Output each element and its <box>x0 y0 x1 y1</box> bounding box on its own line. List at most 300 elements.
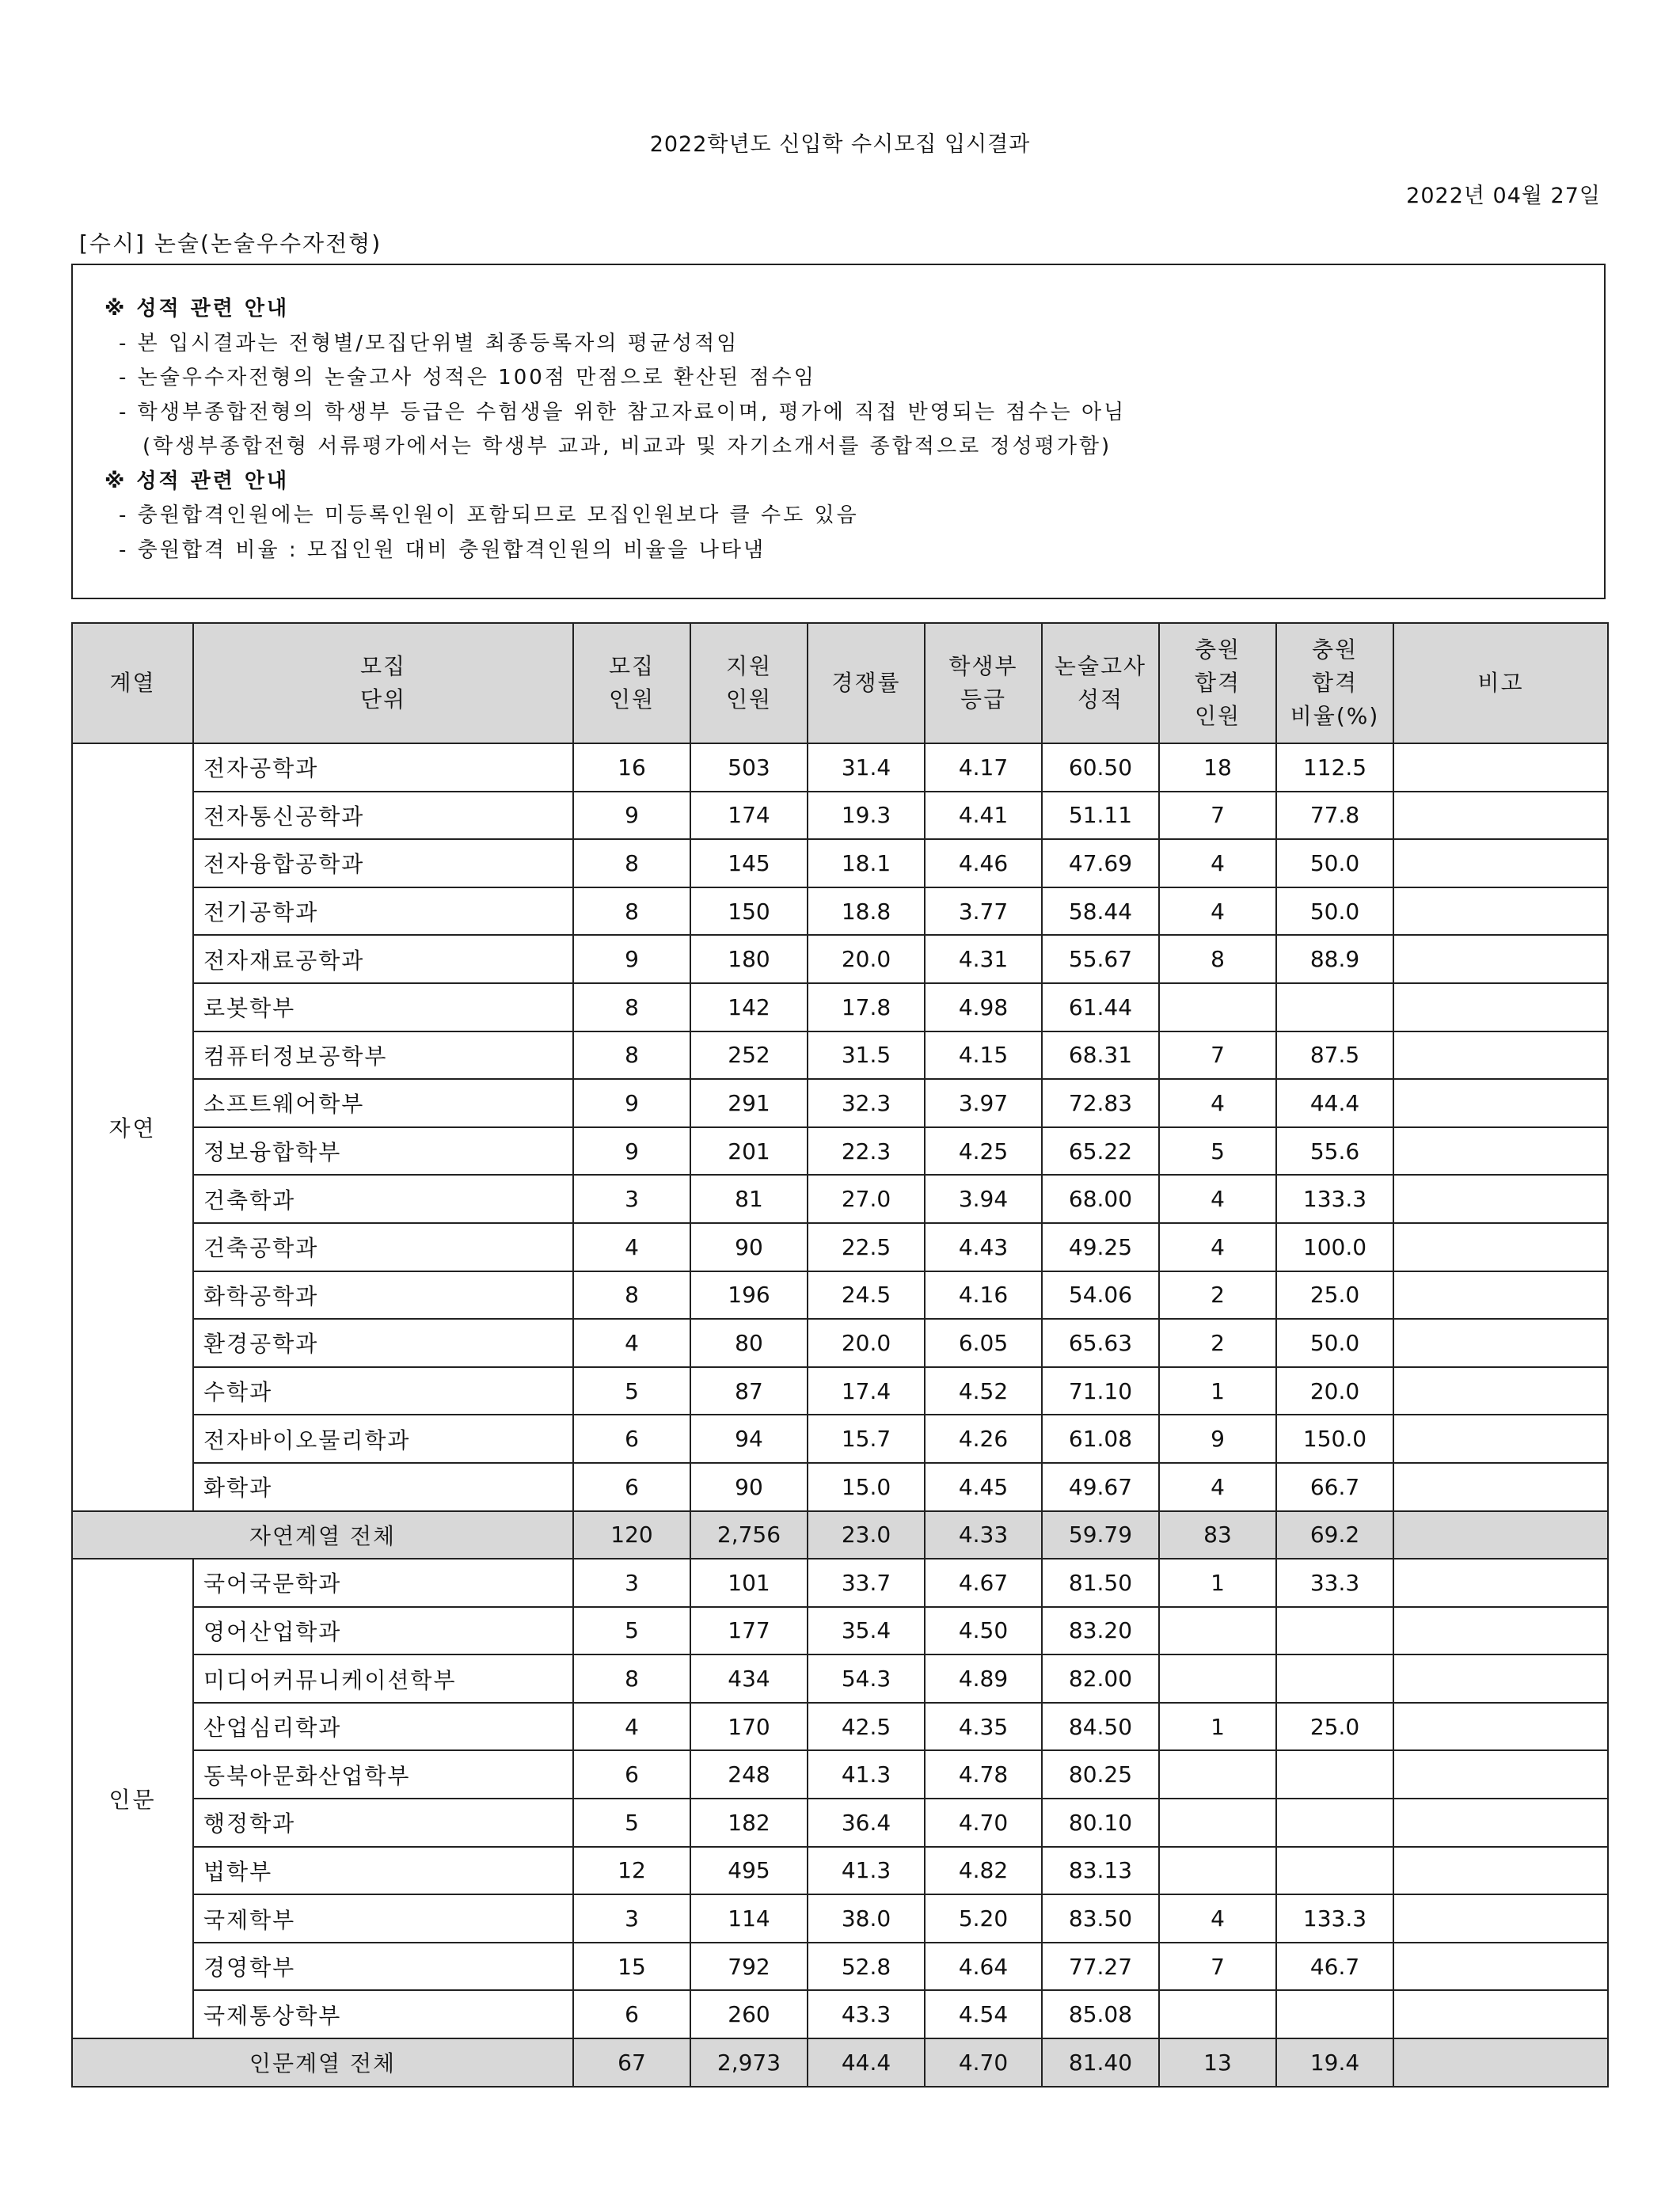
quota-cell: 8 <box>573 839 690 887</box>
unit-cell: 미디어커뮤니케이션학부 <box>193 1654 573 1703</box>
total-essay-cell: 81.40 <box>1042 2038 1159 2087</box>
table-row <box>72 1367 1608 1415</box>
applicants-cell: 291 <box>690 1079 808 1127</box>
rate-cell: 19.3 <box>808 792 925 840</box>
rate-cell: 36.4 <box>808 1799 925 1847</box>
extra-cell: 4 <box>1159 1079 1276 1127</box>
rate-cell: 27.0 <box>808 1175 925 1223</box>
quota-cell: 9 <box>573 935 690 983</box>
extra-cell: 2 <box>1159 1271 1276 1320</box>
grade-cell: 6.05 <box>925 1319 1042 1367</box>
essay-cell: 61.44 <box>1042 983 1159 1031</box>
total-note-cell <box>1393 1511 1608 1559</box>
note-cell <box>1393 983 1608 1031</box>
applicants-cell: 196 <box>690 1271 808 1320</box>
quota-cell: 8 <box>573 983 690 1031</box>
grade-cell: 4.26 <box>925 1415 1042 1463</box>
essay-cell: 49.67 <box>1042 1463 1159 1511</box>
grade-cell: 4.16 <box>925 1271 1042 1320</box>
unit-cell: 전자통신공학과 <box>193 792 573 840</box>
grade-cell: 4.64 <box>925 1943 1042 1991</box>
unit-cell: 환경공학과 <box>193 1319 573 1367</box>
table-row <box>72 1607 1608 1655</box>
grade-cell: 4.25 <box>925 1127 1042 1176</box>
extra-cell: 1 <box>1159 1559 1276 1607</box>
extra-cell: 7 <box>1159 1031 1276 1080</box>
unit-cell: 행정학과 <box>193 1799 573 1847</box>
rate-cell: 20.0 <box>808 1319 925 1367</box>
note-item: - 본 입시결과는 전형별/모집단위별 최종등록자의 평균성적임 <box>119 331 739 355</box>
table-row <box>72 1415 1608 1463</box>
unit-cell: 화학공학과 <box>193 1271 573 1320</box>
note-cell <box>1393 1463 1608 1511</box>
ratio-cell: 25.0 <box>1276 1703 1393 1751</box>
applicants-cell: 792 <box>690 1943 808 1991</box>
quota-cell: 16 <box>573 743 690 792</box>
grade-cell: 4.82 <box>925 1847 1042 1895</box>
extra-cell: 4 <box>1159 1223 1276 1271</box>
results-table <box>71 622 1609 2088</box>
total-applicants-cell: 2,756 <box>690 1511 808 1559</box>
extra-cell <box>1159 1847 1276 1895</box>
essay-cell: 65.22 <box>1042 1127 1159 1176</box>
ratio-cell: 77.8 <box>1276 792 1393 840</box>
extra-cell: 4 <box>1159 839 1276 887</box>
rate-cell: 35.4 <box>808 1607 925 1655</box>
extra-cell: 4 <box>1159 1463 1276 1511</box>
table-header <box>72 623 1608 743</box>
applicants-cell: 145 <box>690 839 808 887</box>
ratio-cell <box>1276 1799 1393 1847</box>
total-extra-cell: 83 <box>1159 1511 1276 1559</box>
rate-cell: 22.5 <box>808 1223 925 1271</box>
applicants-cell: 260 <box>690 1990 808 2038</box>
essay-cell: 55.67 <box>1042 935 1159 983</box>
applicants-cell: 434 <box>690 1654 808 1703</box>
table-row <box>72 1750 1608 1799</box>
essay-cell: 51.11 <box>1042 792 1159 840</box>
rate-cell: 38.0 <box>808 1894 925 1943</box>
essay-cell: 80.10 <box>1042 1799 1159 1847</box>
essay-cell: 61.08 <box>1042 1415 1159 1463</box>
note-item: - 충원합격인원에는 미등록인원이 포함되므로 모집인원보다 클 수도 있음 <box>119 503 859 527</box>
unit-cell: 경영학부 <box>193 1943 573 1991</box>
header-applicants: 지원 인원 <box>690 623 808 743</box>
note-cell <box>1393 1031 1608 1080</box>
extra-cell: 9 <box>1159 1415 1276 1463</box>
grade-cell: 4.98 <box>925 983 1042 1031</box>
table-row <box>72 1654 1608 1703</box>
table-row <box>72 1703 1608 1751</box>
essay-cell: 60.50 <box>1042 743 1159 792</box>
ratio-cell: 44.4 <box>1276 1079 1393 1127</box>
total-note-cell <box>1393 2038 1608 2087</box>
table-row <box>72 1271 1608 1320</box>
rate-cell: 17.4 <box>808 1367 925 1415</box>
essay-cell: 80.25 <box>1042 1750 1159 1799</box>
header-essay-score: 논술고사 성적 <box>1042 623 1159 743</box>
ratio-cell <box>1276 1607 1393 1655</box>
quota-cell: 15 <box>573 1943 690 1991</box>
ratio-cell: 88.9 <box>1276 935 1393 983</box>
unit-cell: 국어국문학과 <box>193 1559 573 1607</box>
unit-cell: 건축공학과 <box>193 1223 573 1271</box>
note-cell <box>1393 1799 1608 1847</box>
total-ratio-cell: 19.4 <box>1276 2038 1393 2087</box>
applicants-cell: 248 <box>690 1750 808 1799</box>
header-grade: 학생부 등급 <box>925 623 1042 743</box>
rate-cell: 31.4 <box>808 743 925 792</box>
applicants-cell: 177 <box>690 1607 808 1655</box>
grade-cell: 4.50 <box>925 1607 1042 1655</box>
ratio-cell <box>1276 1847 1393 1895</box>
applicants-cell: 180 <box>690 935 808 983</box>
ratio-cell: 112.5 <box>1276 743 1393 792</box>
ratio-cell: 133.3 <box>1276 1894 1393 1943</box>
ratio-cell: 87.5 <box>1276 1031 1393 1080</box>
note-item: - 논술우수자전형의 논술고사 성적은 100점 만점으로 환산된 점수임 <box>119 366 816 389</box>
ratio-cell <box>1276 1990 1393 2038</box>
quota-cell: 3 <box>573 1175 690 1223</box>
unit-cell: 전자공학과 <box>193 743 573 792</box>
note-cell <box>1393 1703 1608 1751</box>
grade-cell: 5.20 <box>925 1894 1042 1943</box>
rate-cell: 54.3 <box>808 1654 925 1703</box>
total-extra-cell: 13 <box>1159 2038 1276 2087</box>
note-item-continuation: (학생부종합전형 서류평가에서는 학생부 교과, 비교과 및 자기소개서를 종합적으로 정성평가함) <box>143 435 1112 458</box>
unit-cell: 전자재료공학과 <box>193 935 573 983</box>
essay-cell: 71.10 <box>1042 1367 1159 1415</box>
grade-cell: 3.94 <box>925 1175 1042 1223</box>
rate-cell: 18.1 <box>808 839 925 887</box>
note-cell <box>1393 792 1608 840</box>
extra-cell <box>1159 1990 1276 2038</box>
rate-cell: 15.7 <box>808 1415 925 1463</box>
grade-cell: 4.70 <box>925 1799 1042 1847</box>
applicants-cell: 495 <box>690 1847 808 1895</box>
grade-cell: 4.43 <box>925 1223 1042 1271</box>
applicants-cell: 114 <box>690 1894 808 1943</box>
essay-cell: 85.08 <box>1042 1990 1159 2038</box>
header-extra-admits: 충원 합격 인원 <box>1159 623 1276 743</box>
table-row <box>72 1894 1608 1943</box>
total-label: 자연계열 전체 <box>72 1511 573 1559</box>
applicants-cell: 101 <box>690 1559 808 1607</box>
essay-cell: 49.25 <box>1042 1223 1159 1271</box>
rate-cell: 52.8 <box>808 1943 925 1991</box>
table-row <box>72 1031 1608 1080</box>
grade-cell: 4.17 <box>925 743 1042 792</box>
quota-cell: 4 <box>573 1703 690 1751</box>
extra-cell <box>1159 983 1276 1031</box>
total-rate-cell: 23.0 <box>808 1511 925 1559</box>
quota-cell: 8 <box>573 1654 690 1703</box>
applicants-cell: 182 <box>690 1799 808 1847</box>
essay-cell: 47.69 <box>1042 839 1159 887</box>
note-cell <box>1393 1271 1608 1320</box>
total-row <box>72 1511 1608 1559</box>
header-quota: 모집 인원 <box>573 623 690 743</box>
header-extra-ratio: 충원 합격 비율(%) <box>1276 623 1393 743</box>
applicants-cell: 142 <box>690 983 808 1031</box>
unit-cell: 정보융합학부 <box>193 1127 573 1176</box>
applicants-cell: 170 <box>690 1703 808 1751</box>
unit-cell: 건축학과 <box>193 1175 573 1223</box>
grade-cell: 3.77 <box>925 887 1042 936</box>
note-cell <box>1393 1654 1608 1703</box>
document-date: 2022년 04월 27일 <box>1406 184 1601 208</box>
ratio-cell: 20.0 <box>1276 1367 1393 1415</box>
quota-cell: 6 <box>573 1415 690 1463</box>
ratio-cell: 100.0 <box>1276 1223 1393 1271</box>
unit-cell: 국제통상학부 <box>193 1990 573 2038</box>
extra-cell: 18 <box>1159 743 1276 792</box>
extra-cell: 7 <box>1159 792 1276 840</box>
rate-cell: 41.3 <box>808 1750 925 1799</box>
unit-cell: 동북아문화산업학부 <box>193 1750 573 1799</box>
ratio-cell <box>1276 983 1393 1031</box>
unit-cell: 산업심리학과 <box>193 1703 573 1751</box>
rate-cell: 18.8 <box>808 887 925 936</box>
ratio-cell: 25.0 <box>1276 1271 1393 1320</box>
applicants-cell: 201 <box>690 1127 808 1176</box>
unit-cell: 전자융합공학과 <box>193 839 573 887</box>
quota-cell: 8 <box>573 887 690 936</box>
unit-cell: 컴퓨터정보공학부 <box>193 1031 573 1080</box>
ratio-cell: 50.0 <box>1276 839 1393 887</box>
note-cell <box>1393 1559 1608 1607</box>
quota-cell: 5 <box>573 1367 690 1415</box>
essay-cell: 84.50 <box>1042 1703 1159 1751</box>
extra-cell: 8 <box>1159 935 1276 983</box>
grade-cell: 4.41 <box>925 792 1042 840</box>
note-cell <box>1393 935 1608 983</box>
note-item: - 충원합격 비율 : 모집인원 대비 충원합격인원의 비율을 나타냄 <box>119 538 766 562</box>
quota-cell: 6 <box>573 1750 690 1799</box>
unit-cell: 수학과 <box>193 1367 573 1415</box>
total-row <box>72 2038 1608 2087</box>
ratio-cell <box>1276 1750 1393 1799</box>
extra-cell: 4 <box>1159 1175 1276 1223</box>
essay-cell: 54.06 <box>1042 1271 1159 1320</box>
quota-cell: 6 <box>573 1990 690 2038</box>
essay-cell: 82.00 <box>1042 1654 1159 1703</box>
table-row <box>72 983 1608 1031</box>
rate-cell: 31.5 <box>808 1031 925 1080</box>
grade-cell: 4.67 <box>925 1559 1042 1607</box>
notes-heading-1: ※ 성적 관련 안내 <box>105 297 290 321</box>
applicants-cell: 150 <box>690 887 808 936</box>
quota-cell: 5 <box>573 1607 690 1655</box>
extra-cell: 2 <box>1159 1319 1276 1367</box>
quota-cell: 9 <box>573 792 690 840</box>
extra-cell <box>1159 1750 1276 1799</box>
essay-cell: 58.44 <box>1042 887 1159 936</box>
note-cell <box>1393 1367 1608 1415</box>
table-row <box>72 1319 1608 1367</box>
quota-cell: 3 <box>573 1559 690 1607</box>
table-row <box>72 1175 1608 1223</box>
extra-cell: 1 <box>1159 1703 1276 1751</box>
notes-heading-2: ※ 성적 관련 안내 <box>105 469 290 493</box>
essay-cell: 83.20 <box>1042 1607 1159 1655</box>
table-row <box>72 1463 1608 1511</box>
quota-cell: 3 <box>573 1894 690 1943</box>
grade-cell: 3.97 <box>925 1079 1042 1127</box>
note-cell <box>1393 1894 1608 1943</box>
note-cell <box>1393 1607 1608 1655</box>
quota-cell: 8 <box>573 1271 690 1320</box>
header-unit: 모집 단위 <box>193 623 573 743</box>
unit-cell: 국제학부 <box>193 1894 573 1943</box>
essay-cell: 77.27 <box>1042 1943 1159 1991</box>
rate-cell: 33.7 <box>808 1559 925 1607</box>
rate-cell: 41.3 <box>808 1847 925 1895</box>
essay-cell: 68.31 <box>1042 1031 1159 1080</box>
quota-cell: 12 <box>573 1847 690 1895</box>
total-grade-cell: 4.33 <box>925 1511 1042 1559</box>
rate-cell: 22.3 <box>808 1127 925 1176</box>
applicants-cell: 90 <box>690 1463 808 1511</box>
extra-cell: 5 <box>1159 1127 1276 1176</box>
header-competition-rate: 경쟁률 <box>808 623 925 743</box>
ratio-cell: 55.6 <box>1276 1127 1393 1176</box>
table-row <box>72 1943 1608 1991</box>
essay-cell: 68.00 <box>1042 1175 1159 1223</box>
grade-cell: 4.46 <box>925 839 1042 887</box>
extra-cell <box>1159 1607 1276 1655</box>
table-row <box>72 1990 1608 2038</box>
essay-cell: 65.63 <box>1042 1319 1159 1367</box>
grade-cell: 4.35 <box>925 1703 1042 1751</box>
rate-cell: 43.3 <box>808 1990 925 2038</box>
ratio-cell: 133.3 <box>1276 1175 1393 1223</box>
quota-cell: 6 <box>573 1463 690 1511</box>
grade-cell: 4.52 <box>925 1367 1042 1415</box>
total-grade-cell: 4.70 <box>925 2038 1042 2087</box>
note-cell <box>1393 1415 1608 1463</box>
note-cell <box>1393 1847 1608 1895</box>
applicants-cell: 94 <box>690 1415 808 1463</box>
grade-cell: 4.45 <box>925 1463 1042 1511</box>
quota-cell: 5 <box>573 1799 690 1847</box>
extra-cell: 4 <box>1159 1894 1276 1943</box>
table-row <box>72 839 1608 887</box>
applicants-cell: 87 <box>690 1367 808 1415</box>
ratio-cell <box>1276 1654 1393 1703</box>
unit-cell: 로봇학부 <box>193 983 573 1031</box>
note-cell <box>1393 887 1608 936</box>
quota-cell: 4 <box>573 1223 690 1271</box>
total-applicants-cell: 2,973 <box>690 2038 808 2087</box>
ratio-cell: 66.7 <box>1276 1463 1393 1511</box>
note-item: - 학생부종합전형의 학생부 등급은 수험생을 위한 참고자료이며, 평가에 직접 반영되는 점수는 아님 <box>119 400 1127 424</box>
quota-cell: 9 <box>573 1127 690 1176</box>
section-title: [수시] 논술(논술우수자전형) <box>79 230 382 256</box>
rate-cell: 32.3 <box>808 1079 925 1127</box>
extra-cell: 7 <box>1159 1943 1276 1991</box>
group-cell: 자연 <box>72 743 193 1511</box>
grade-cell: 4.31 <box>925 935 1042 983</box>
essay-cell: 72.83 <box>1042 1079 1159 1127</box>
extra-cell <box>1159 1799 1276 1847</box>
table-row <box>72 1847 1608 1895</box>
note-cell <box>1393 839 1608 887</box>
total-quota-cell: 67 <box>573 2038 690 2087</box>
table-row <box>72 792 1608 840</box>
ratio-cell: 50.0 <box>1276 887 1393 936</box>
note-cell <box>1393 1319 1608 1367</box>
applicants-cell: 174 <box>690 792 808 840</box>
ratio-cell: 46.7 <box>1276 1943 1393 1991</box>
applicants-cell: 90 <box>690 1223 808 1271</box>
unit-cell: 전기공학과 <box>193 887 573 936</box>
total-label: 인문계열 전체 <box>72 2038 573 2087</box>
rate-cell: 24.5 <box>808 1271 925 1320</box>
extra-cell: 4 <box>1159 887 1276 936</box>
ratio-cell: 33.3 <box>1276 1559 1393 1607</box>
table-row <box>72 1799 1608 1847</box>
note-cell <box>1393 1223 1608 1271</box>
note-cell <box>1393 1990 1608 2038</box>
table-row <box>72 743 1608 792</box>
ratio-cell: 50.0 <box>1276 1319 1393 1367</box>
group-cell: 인문 <box>72 1559 193 2038</box>
essay-cell: 83.13 <box>1042 1847 1159 1895</box>
grade-cell: 4.78 <box>925 1750 1042 1799</box>
quota-cell: 8 <box>573 1031 690 1080</box>
header-note: 비고 <box>1393 623 1608 743</box>
unit-cell: 영어산업학과 <box>193 1607 573 1655</box>
total-rate-cell: 44.4 <box>808 2038 925 2087</box>
rate-cell: 20.0 <box>808 935 925 983</box>
essay-cell: 81.50 <box>1042 1559 1159 1607</box>
total-essay-cell: 59.79 <box>1042 1511 1159 1559</box>
note-cell <box>1393 1127 1608 1176</box>
table-body <box>72 743 1608 2087</box>
rate-cell: 17.8 <box>808 983 925 1031</box>
note-cell <box>1393 1175 1608 1223</box>
applicants-cell: 252 <box>690 1031 808 1080</box>
note-cell <box>1393 1079 1608 1127</box>
applicants-cell: 80 <box>690 1319 808 1367</box>
applicants-cell: 503 <box>690 743 808 792</box>
total-ratio-cell: 69.2 <box>1276 1511 1393 1559</box>
note-cell <box>1393 743 1608 792</box>
table-row <box>72 1127 1608 1176</box>
table-row <box>72 935 1608 983</box>
note-cell <box>1393 1943 1608 1991</box>
rate-cell: 15.0 <box>808 1463 925 1511</box>
grade-cell: 4.89 <box>925 1654 1042 1703</box>
table-row <box>72 887 1608 936</box>
essay-cell: 83.50 <box>1042 1894 1159 1943</box>
grade-cell: 4.15 <box>925 1031 1042 1080</box>
extra-cell <box>1159 1654 1276 1703</box>
grade-cell: 4.54 <box>925 1990 1042 2038</box>
table-row <box>72 1223 1608 1271</box>
quota-cell: 9 <box>573 1079 690 1127</box>
ratio-cell: 150.0 <box>1276 1415 1393 1463</box>
note-cell <box>1393 1750 1608 1799</box>
unit-cell: 법학부 <box>193 1847 573 1895</box>
unit-cell: 소프트웨어학부 <box>193 1079 573 1127</box>
table-row <box>72 1559 1608 1607</box>
notes-box <box>71 264 1606 599</box>
total-quota-cell: 120 <box>573 1511 690 1559</box>
unit-cell: 화학과 <box>193 1463 573 1511</box>
quota-cell: 4 <box>573 1319 690 1367</box>
